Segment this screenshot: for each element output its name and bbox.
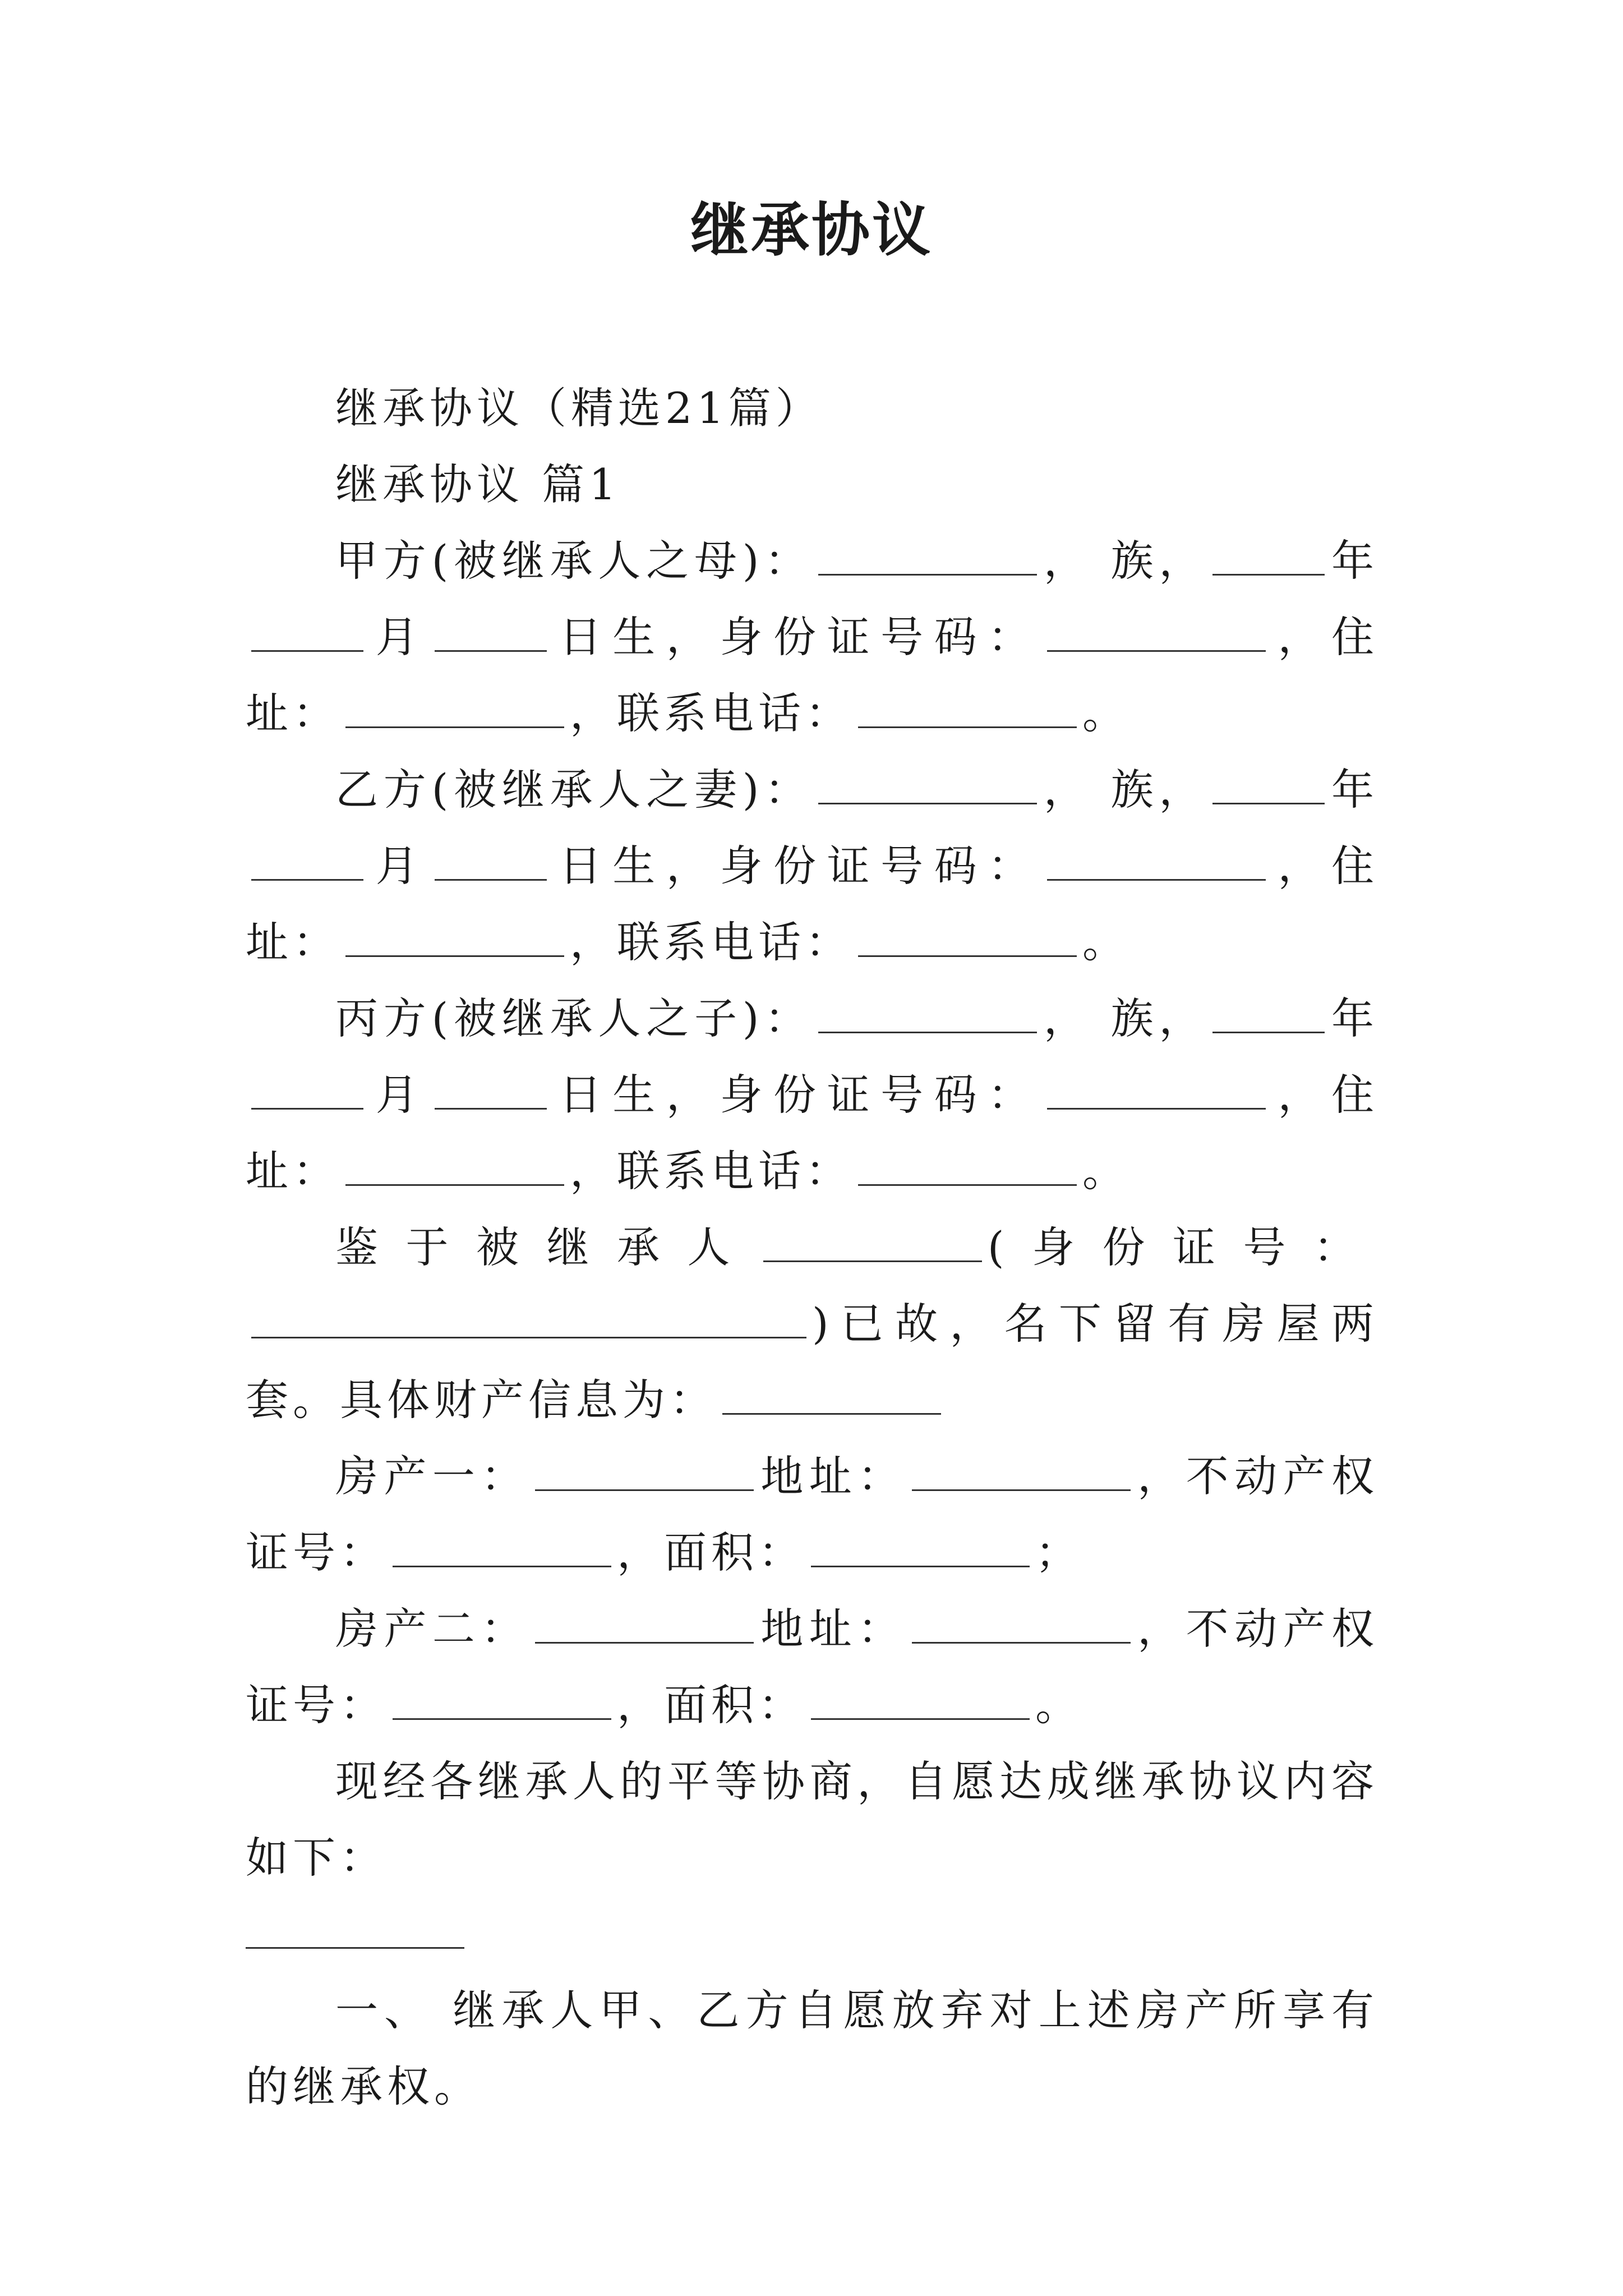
subtitle: 继承协议（精选21篇） <box>335 383 823 433</box>
party-c-address: ，住址： <box>246 1070 1379 1196</box>
property-1-cert: ，不动产权证号： <box>246 1451 1379 1577</box>
blank-field <box>858 692 1077 728</box>
party-a-day: 日生，身份证号码： <box>552 612 1041 662</box>
party-c-month: 月 <box>369 1070 430 1120</box>
blank-field <box>912 1607 1131 1644</box>
property-1-paragraph <box>246 1438 1378 1591</box>
property-1-end: ； <box>1035 1527 1082 1577</box>
party-b-end: 。 <box>1082 917 1129 967</box>
party-a-sep: ， <box>1043 536 1092 586</box>
blank-field <box>246 1912 464 1949</box>
blank-field <box>1047 844 1266 881</box>
party-b-sep: ， <box>1043 765 1092 815</box>
blank-field <box>811 1531 1030 1567</box>
party-c-prefix: 丙方(被继承人之子)： <box>335 993 813 1043</box>
blank-field <box>393 1683 611 1720</box>
party-c-paragraph <box>246 981 1378 1209</box>
document-title: 继承协议 <box>690 196 933 264</box>
party-b-month: 月 <box>369 841 430 891</box>
blank-field <box>811 1683 1030 1720</box>
deceased-paragraph <box>246 1209 1378 1438</box>
blank-field <box>435 1073 547 1110</box>
agreement-intro-text: 现经各继承人的平等协商，自愿达成继承协议内容如下： <box>246 1756 1378 1883</box>
property-2-paragraph <box>246 1591 1378 1743</box>
property-2-end: 。 <box>1035 1680 1082 1730</box>
blank-field <box>435 844 547 881</box>
blank-field <box>345 921 564 957</box>
agreement-intro <box>246 1743 1378 1972</box>
blank-field <box>912 1455 1131 1491</box>
blank-field <box>1212 768 1325 804</box>
party-c-year: 年 <box>1330 993 1378 1043</box>
blank-field <box>535 1455 754 1491</box>
blank-field <box>535 1607 754 1644</box>
deceased-id-label: (身份证号： <box>987 1222 1379 1272</box>
blank-field <box>858 1149 1077 1186</box>
property-1-address: 地址： <box>759 1451 906 1501</box>
party-c-phone: ，联系电话： <box>570 1146 852 1196</box>
deceased-lead: 鉴于被继承人 <box>335 1222 758 1272</box>
party-a-ethnic: 族， <box>1110 536 1207 586</box>
blank-field <box>435 615 547 652</box>
blank-field <box>818 768 1037 804</box>
property-2-address: 地址： <box>759 1604 906 1654</box>
property-2-label: 房产二： <box>335 1604 529 1654</box>
clause-1: 一、 继承人甲、乙方自愿放弃对上述房产所享有的继承权。 <box>246 1985 1378 2111</box>
party-b-phone: ，联系电话： <box>570 917 852 967</box>
blank-field <box>393 1531 611 1567</box>
blank-field <box>251 1302 806 1338</box>
party-a-paragraph <box>246 523 1378 752</box>
section-heading: 继承协议 篇1 <box>335 459 621 509</box>
blank-field <box>818 997 1037 1033</box>
party-a-prefix: 甲方(被继承人之母)： <box>335 536 813 586</box>
blank-field <box>1212 539 1325 576</box>
party-a-year: 年 <box>1330 536 1378 586</box>
party-c-ethnic: 族， <box>1110 993 1207 1043</box>
blank-field <box>251 615 363 652</box>
blank-field <box>858 921 1077 957</box>
party-a-month: 月 <box>369 612 430 662</box>
party-b-ethnic: 族， <box>1110 765 1207 815</box>
blank-field <box>345 1149 564 1186</box>
blank-field <box>763 1226 982 1262</box>
blank-field <box>251 1073 363 1110</box>
party-c-end: 。 <box>1082 1146 1129 1196</box>
party-a-end: 。 <box>1082 688 1129 738</box>
blank-field <box>1047 615 1266 652</box>
party-b-day: 日生，身份证号码： <box>552 841 1041 891</box>
blank-field <box>1212 997 1325 1033</box>
party-b-prefix: 乙方(被继承人之妻)： <box>335 765 813 815</box>
blank-field <box>1047 1073 1266 1110</box>
party-b-year: 年 <box>1330 765 1378 815</box>
party-a-address: ，住址： <box>246 612 1379 738</box>
party-c-sep: ， <box>1043 993 1092 1043</box>
party-b-address: ，住址： <box>246 841 1379 967</box>
blank-field <box>251 844 363 881</box>
property-1-label: 房产一： <box>335 1451 529 1501</box>
blank-field <box>722 1378 941 1415</box>
property-1-area: ，面积： <box>617 1527 805 1577</box>
party-a-phone: ，联系电话： <box>570 688 852 738</box>
property-2-cert: ，不动产权证号： <box>246 1604 1379 1730</box>
party-c-day: 日生，身份证号码： <box>552 1070 1041 1120</box>
property-2-area: ，面积： <box>617 1680 805 1730</box>
deceased-after: )已故，名下留有房屋两套。具体财产信息为： <box>246 1299 1378 1425</box>
party-b-paragraph <box>246 752 1378 981</box>
blank-field <box>818 539 1037 576</box>
blank-field <box>345 692 564 728</box>
document-body <box>246 370 1378 2125</box>
